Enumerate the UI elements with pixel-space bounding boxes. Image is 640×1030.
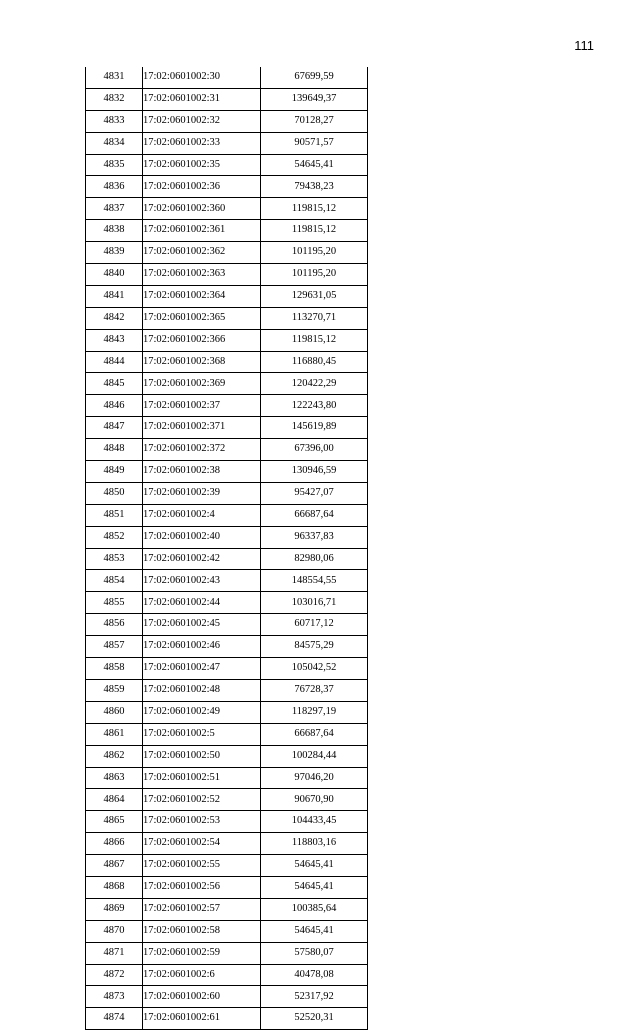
cadastral-value-cell: 120422,29 xyxy=(261,373,368,395)
row-number-cell: 4851 xyxy=(86,504,143,526)
row-number-cell: 4863 xyxy=(86,767,143,789)
cadastral-value-cell: 57580,07 xyxy=(261,942,368,964)
row-number-cell: 4864 xyxy=(86,789,143,811)
cadastral-value-cell: 52520,31 xyxy=(261,1008,368,1030)
cadastral-number-cell: 17:02:0601002:54 xyxy=(143,833,261,855)
cadastral-number-cell: 17:02:0601002:39 xyxy=(143,482,261,504)
cadastral-value-cell: 90670,90 xyxy=(261,789,368,811)
cadastral-number-cell: 17:02:0601002:56 xyxy=(143,876,261,898)
table-row xyxy=(86,307,368,329)
cadastral-value-cell: 100385,64 xyxy=(261,898,368,920)
table-row xyxy=(86,285,368,307)
table-row xyxy=(86,395,368,417)
cadastral-number-cell: 17:02:0601002:40 xyxy=(143,526,261,548)
table-row xyxy=(86,964,368,986)
table-row xyxy=(86,570,368,592)
cadastral-value-cell: 82980,06 xyxy=(261,548,368,570)
cadastral-value-cell: 54645,41 xyxy=(261,920,368,942)
cadastral-number-cell: 17:02:0601002:372 xyxy=(143,439,261,461)
cadastral-value-cell: 90571,57 xyxy=(261,132,368,154)
table-row xyxy=(86,461,368,483)
cadastral-number-cell: 17:02:0601002:51 xyxy=(143,767,261,789)
table-row xyxy=(86,132,368,154)
table-row xyxy=(86,679,368,701)
cadastral-number-cell: 17:02:0601002:57 xyxy=(143,898,261,920)
cadastral-value-cell: 101195,20 xyxy=(261,242,368,264)
cadastral-number-cell: 17:02:0601002:369 xyxy=(143,373,261,395)
row-number-cell: 4841 xyxy=(86,285,143,307)
cadastral-number-cell: 17:02:0601002:30 xyxy=(143,67,261,88)
row-number-cell: 4838 xyxy=(86,220,143,242)
cadastral-number-cell: 17:02:0601002:371 xyxy=(143,417,261,439)
cadastral-number-cell: 17:02:0601002:59 xyxy=(143,942,261,964)
table-row xyxy=(86,898,368,920)
cadastral-number-cell: 17:02:0601002:46 xyxy=(143,636,261,658)
cadastral-value-cell: 148554,55 xyxy=(261,570,368,592)
cadastral-number-cell: 17:02:0601002:4 xyxy=(143,504,261,526)
table-body xyxy=(86,67,368,1030)
table-row xyxy=(86,110,368,132)
cadastral-value-cell: 54645,41 xyxy=(261,855,368,877)
cadastral-number-cell: 17:02:0601002:53 xyxy=(143,811,261,833)
row-number-cell: 4834 xyxy=(86,132,143,154)
row-number-cell: 4833 xyxy=(86,110,143,132)
cadastral-value-cell: 113270,71 xyxy=(261,307,368,329)
row-number-cell: 4858 xyxy=(86,658,143,680)
cadastral-value-cell: 40478,08 xyxy=(261,964,368,986)
row-number-cell: 4859 xyxy=(86,679,143,701)
cadastral-number-cell: 17:02:0601002:47 xyxy=(143,658,261,680)
row-number-cell: 4873 xyxy=(86,986,143,1008)
cadastral-value-cell: 52317,92 xyxy=(261,986,368,1008)
row-number-cell: 4861 xyxy=(86,723,143,745)
row-number-cell: 4856 xyxy=(86,614,143,636)
table-row xyxy=(86,154,368,176)
cadastral-number-cell: 17:02:0601002:43 xyxy=(143,570,261,592)
table-row xyxy=(86,920,368,942)
table-row xyxy=(86,723,368,745)
row-number-cell: 4850 xyxy=(86,482,143,504)
table-row xyxy=(86,526,368,548)
cadastral-number-cell: 17:02:0601002:52 xyxy=(143,789,261,811)
row-number-cell: 4835 xyxy=(86,154,143,176)
cadastral-value-cell: 139649,37 xyxy=(261,88,368,110)
cadastral-number-cell: 17:02:0601002:37 xyxy=(143,395,261,417)
row-number-cell: 4848 xyxy=(86,439,143,461)
cadastral-value-cell: 66687,64 xyxy=(261,504,368,526)
row-number-cell: 4852 xyxy=(86,526,143,548)
cadastral-number-cell: 17:02:0601002:364 xyxy=(143,285,261,307)
cadastral-value-cell: 79438,23 xyxy=(261,176,368,198)
row-number-cell: 4868 xyxy=(86,876,143,898)
table-row xyxy=(86,504,368,526)
cadastral-value-cell: 54645,41 xyxy=(261,154,368,176)
cadastral-number-cell: 17:02:0601002:362 xyxy=(143,242,261,264)
table-row xyxy=(86,439,368,461)
table-row xyxy=(86,176,368,198)
cadastral-number-cell: 17:02:0601002:44 xyxy=(143,592,261,614)
table-row xyxy=(86,242,368,264)
cadastral-value-cell: 119815,12 xyxy=(261,329,368,351)
cadastral-number-cell: 17:02:0601002:366 xyxy=(143,329,261,351)
table-row xyxy=(86,373,368,395)
table-row xyxy=(86,351,368,373)
table-row xyxy=(86,658,368,680)
row-number-cell: 4854 xyxy=(86,570,143,592)
cadastral-value-cell: 105042,52 xyxy=(261,658,368,680)
cadastral-value-cell: 76728,37 xyxy=(261,679,368,701)
table-row xyxy=(86,701,368,723)
table-row xyxy=(86,876,368,898)
cadastral-number-cell: 17:02:0601002:49 xyxy=(143,701,261,723)
cadastral-number-cell: 17:02:0601002:361 xyxy=(143,220,261,242)
row-number-cell: 4862 xyxy=(86,745,143,767)
table-row xyxy=(86,789,368,811)
cadastral-value-cell: 118297,19 xyxy=(261,701,368,723)
table-row xyxy=(86,614,368,636)
cadastral-number-cell: 17:02:0601002:360 xyxy=(143,198,261,220)
row-number-cell: 4836 xyxy=(86,176,143,198)
cadastral-number-cell: 17:02:0601002:50 xyxy=(143,745,261,767)
table-row xyxy=(86,417,368,439)
cadastral-number-cell: 17:02:0601002:33 xyxy=(143,132,261,154)
cadastral-value-cell: 97046,20 xyxy=(261,767,368,789)
row-number-cell: 4857 xyxy=(86,636,143,658)
table-row xyxy=(86,986,368,1008)
row-number-cell: 4860 xyxy=(86,701,143,723)
row-number-cell: 4844 xyxy=(86,351,143,373)
cadastral-value-cell: 95427,07 xyxy=(261,482,368,504)
cadastral-value-cell: 67396,00 xyxy=(261,439,368,461)
table-row xyxy=(86,329,368,351)
cadastral-value-cell: 116880,45 xyxy=(261,351,368,373)
cadastral-number-cell: 17:02:0601002:48 xyxy=(143,679,261,701)
table-row xyxy=(86,1008,368,1030)
row-number-cell: 4846 xyxy=(86,395,143,417)
cadastral-value-table xyxy=(85,67,368,1030)
cadastral-value-cell: 54645,41 xyxy=(261,876,368,898)
cadastral-value-cell: 67699,59 xyxy=(261,67,368,88)
cadastral-number-cell: 17:02:0601002:35 xyxy=(143,154,261,176)
row-number-cell: 4853 xyxy=(86,548,143,570)
row-number-cell: 4867 xyxy=(86,855,143,877)
cadastral-value-cell: 100284,44 xyxy=(261,745,368,767)
cadastral-value-cell: 66687,64 xyxy=(261,723,368,745)
row-number-cell: 4869 xyxy=(86,898,143,920)
row-number-cell: 4847 xyxy=(86,417,143,439)
cadastral-number-cell: 17:02:0601002:5 xyxy=(143,723,261,745)
table-row xyxy=(86,482,368,504)
cadastral-number-cell: 17:02:0601002:42 xyxy=(143,548,261,570)
row-number-cell: 4870 xyxy=(86,920,143,942)
cadastral-number-cell: 17:02:0601002:363 xyxy=(143,264,261,286)
table-row xyxy=(86,264,368,286)
cadastral-value-cell: 84575,29 xyxy=(261,636,368,658)
cadastral-number-cell: 17:02:0601002:60 xyxy=(143,986,261,1008)
cadastral-number-cell: 17:02:0601002:365 xyxy=(143,307,261,329)
row-number-cell: 4840 xyxy=(86,264,143,286)
row-number-cell: 4831 xyxy=(86,67,143,88)
row-number-cell: 4872 xyxy=(86,964,143,986)
row-number-cell: 4837 xyxy=(86,198,143,220)
cadastral-value-cell: 129631,05 xyxy=(261,285,368,307)
cadastral-value-cell: 60717,12 xyxy=(261,614,368,636)
row-number-cell: 4839 xyxy=(86,242,143,264)
cadastral-number-cell: 17:02:0601002:58 xyxy=(143,920,261,942)
table-row xyxy=(86,767,368,789)
cadastral-number-cell: 17:02:0601002:368 xyxy=(143,351,261,373)
row-number-cell: 4842 xyxy=(86,307,143,329)
cadastral-value-cell: 104433,45 xyxy=(261,811,368,833)
row-number-cell: 4832 xyxy=(86,88,143,110)
cadastral-value-cell: 103016,71 xyxy=(261,592,368,614)
table-row xyxy=(86,198,368,220)
table-row xyxy=(86,745,368,767)
cadastral-number-cell: 17:02:0601002:31 xyxy=(143,88,261,110)
cadastral-number-cell: 17:02:0601002:61 xyxy=(143,1008,261,1030)
row-number-cell: 4845 xyxy=(86,373,143,395)
row-number-cell: 4866 xyxy=(86,833,143,855)
row-number-cell: 4871 xyxy=(86,942,143,964)
cadastral-value-cell: 119815,12 xyxy=(261,220,368,242)
cadastral-value-cell: 145619,89 xyxy=(261,417,368,439)
row-number-cell: 4874 xyxy=(86,1008,143,1030)
cadastral-number-cell: 17:02:0601002:6 xyxy=(143,964,261,986)
table-row xyxy=(86,833,368,855)
cadastral-value-cell: 70128,27 xyxy=(261,110,368,132)
cadastral-value-cell: 130946,59 xyxy=(261,461,368,483)
cadastral-number-cell: 17:02:0601002:38 xyxy=(143,461,261,483)
cadastral-number-cell: 17:02:0601002:55 xyxy=(143,855,261,877)
table-row xyxy=(86,636,368,658)
page-number: 111 xyxy=(574,38,594,53)
cadastral-number-cell: 17:02:0601002:45 xyxy=(143,614,261,636)
table-row xyxy=(86,942,368,964)
table-row xyxy=(86,220,368,242)
cadastral-value-cell: 101195,20 xyxy=(261,264,368,286)
cadastral-value-cell: 96337,83 xyxy=(261,526,368,548)
row-number-cell: 4843 xyxy=(86,329,143,351)
row-number-cell: 4849 xyxy=(86,461,143,483)
cadastral-number-cell: 17:02:0601002:32 xyxy=(143,110,261,132)
table-row xyxy=(86,548,368,570)
cadastral-value-cell: 122243,80 xyxy=(261,395,368,417)
row-number-cell: 4865 xyxy=(86,811,143,833)
table-row xyxy=(86,67,368,88)
row-number-cell: 4855 xyxy=(86,592,143,614)
cadastral-value-cell: 119815,12 xyxy=(261,198,368,220)
table-row xyxy=(86,88,368,110)
cadastral-value-cell: 118803,16 xyxy=(261,833,368,855)
table-row xyxy=(86,592,368,614)
table-row xyxy=(86,811,368,833)
cadastral-number-cell: 17:02:0601002:36 xyxy=(143,176,261,198)
table-row xyxy=(86,855,368,877)
